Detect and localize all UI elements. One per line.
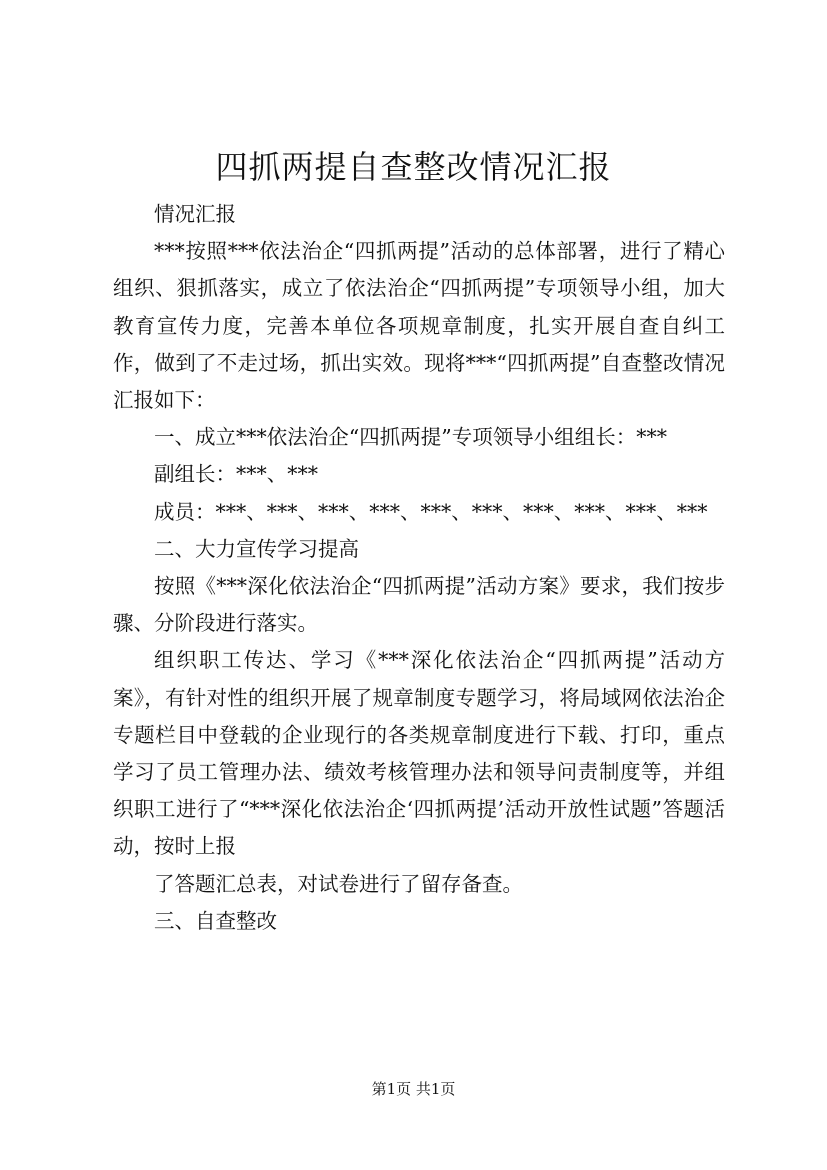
paragraph-plan-requirements: 按照《***深化依法治企“四抓两提”活动方案》要求，我们按步骤、分阶段进行落实。 [113,574,725,636]
paragraph-heading-report: 情况汇报 [154,202,236,226]
paragraph-section-one: 一、成立***依法治企“四抓两提”专项领导小组组长：*** [154,425,667,450]
paragraph-members: 成员：***、***、***、***、***、***、***、***、***、*** [154,499,708,524]
document-title: 四抓两提自查整改情况汇报 [215,148,612,186]
paragraph-deputy-leaders: 副组长：***、*** [154,462,318,487]
page-number-footer: 第1页 共1页 [371,1080,456,1098]
paragraph-section-two: 二、大力宣传学习提高 [154,536,359,561]
paragraph-study-details: 组织职工传达、学习《***深化依法治企“四抓两提”活动方案》，有针对性的组织开展了规章制度专题学习，将局域网依法治企专题栏目中登载的企业现行的各类规章制度进行下载、打印，重点学习了员工管理办法、绩效考核管理办法和领导问责制度等，并组织职工进行了“***深化依法治企‘四抓两提’活动开放性试题”答题活动，按时上报 [113,648,725,859]
paragraph-intro: ***按照***依法治企“四抓两提”活动的总体部署，进行了精心组织、狠抓落实，成立了依法治企“四抓两提”专项领导小组，加大教育宣传力度，完善本单位各项规章制度，扎实开展自查自纠工作，做到了不走过场，抓出实效。现将***“四抓两提”自查整改情况汇报如下： [113,239,725,413]
paragraph-answer-summary: 了答题汇总表，对试卷进行了留存备查。 [154,871,523,896]
paragraph-section-three: 三、自查整改 [154,908,277,933]
document-body [113,196,725,940]
